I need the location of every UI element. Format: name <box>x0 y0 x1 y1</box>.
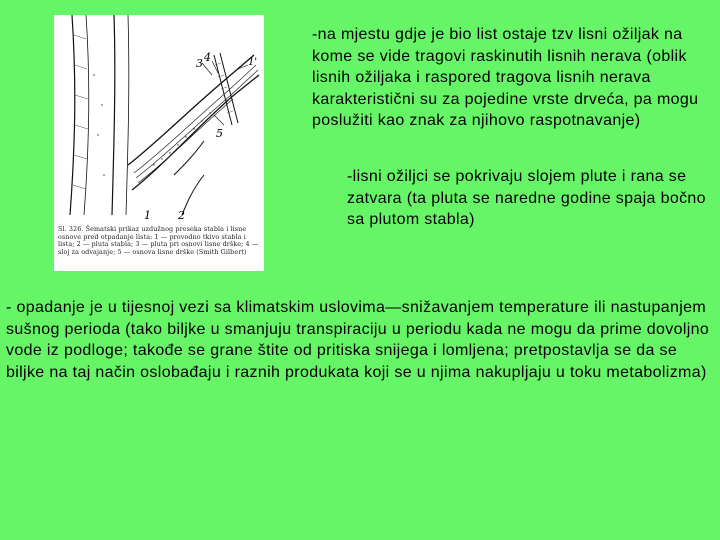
label-1-prime: 1' <box>248 57 258 68</box>
label-1: 1 <box>144 209 151 222</box>
paragraph-leaf-fall-climate: - opadanje je u tijesnoj vezi sa klimatskim uslovima—snižavanjem temperature ili nastupanjem sušnog perioda (tako biljke u smanjuju transpiraciju u periodu kada ne mogu da prime dovoljno vode iz podloge; takođe se grane štite od pritiska snijega i lomljena; pretpostavlja se da se biljke na taj način oslobađaju i raznih produkata koji se u njima nakupljaju u toku metabolizma) <box>6 299 710 381</box>
label-5: 5 <box>216 127 223 140</box>
label-3: 3 <box>196 57 203 70</box>
paragraph-leaf-scar: -na mjestu gdje je bio list ostaje tzv lisni ožiljak na kome se vide tragovi raskinutih lisnih nerava (oblik lisnih ožiljaka i raspored tragova lisnih nerava karakteristični su za pojedine vrste drveća, pa mogu poslužiti kao znak za njihovo raspotnavanje) <box>312 26 699 129</box>
paragraph-cork-layer: -lisni ožiljci se pokrivaju slojem plute i rana se zatvara (ta pluta se naredne godine spaja bočno sa plutom stabla) <box>347 168 706 228</box>
label-4: 4 <box>204 51 211 64</box>
stem-section-drawing <box>54 15 264 225</box>
label-2: 2 <box>178 209 185 222</box>
figure-caption: Sl. 326. Šematski prikaz uzdužnog preseka stabla i lisne osnove pred otpadanje lista: 1 — provodno tkivo stabla i lista; 2 — pluta stabla; 3 — pluta pri osnovi lisne drške; 4 — sloj za odvajanje; 5 — osnova lisne drške (Smith Gilbert) <box>58 225 259 256</box>
botanical-figure <box>54 15 264 271</box>
